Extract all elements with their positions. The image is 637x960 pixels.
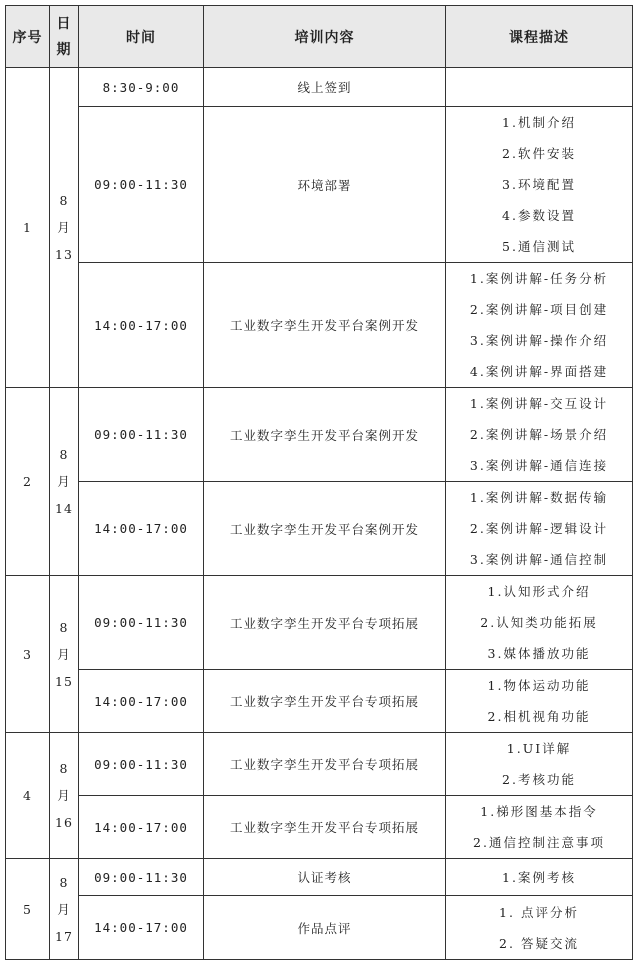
description-line: 3.案例讲解-通信连接 xyxy=(469,458,609,473)
session-description xyxy=(446,796,633,859)
session-content: 工业数字孪生开发平台案例开发 xyxy=(204,263,446,388)
description-line: 5.通信测试 xyxy=(502,239,576,254)
session-time: 09:00-11:30 xyxy=(79,859,204,896)
session-content: 线上签到 xyxy=(204,68,446,107)
header-content: 培训内容 xyxy=(204,6,446,68)
table-row xyxy=(6,263,633,388)
description-line: 1.案例考核 xyxy=(502,869,576,885)
description-line: 1.机制介绍 xyxy=(502,115,576,130)
description-line: 2.认知类功能拓展 xyxy=(480,615,598,630)
day-index: 3 xyxy=(6,576,50,733)
session-time: 14:00-17:00 xyxy=(79,263,204,388)
date-month: 8 xyxy=(59,193,69,208)
description-line: 1.梯形图基本指令 xyxy=(480,804,598,819)
session-description xyxy=(446,576,633,670)
date-char: 月 xyxy=(57,474,71,489)
table-row xyxy=(6,896,633,960)
day-index: 5 xyxy=(6,859,50,960)
date-day: 16 xyxy=(55,815,73,830)
header-time: 时间 xyxy=(79,6,204,68)
description-line: 2.考核功能 xyxy=(502,772,576,787)
header-date-line1: 日 xyxy=(56,15,72,32)
session-description xyxy=(446,263,633,388)
session-content: 工业数字孪生开发平台案例开发 xyxy=(204,482,446,576)
description-line: 3.案例讲解-操作介绍 xyxy=(469,333,609,348)
session-time: 09:00-11:30 xyxy=(79,388,204,482)
session-description xyxy=(446,68,633,107)
date-day: 15 xyxy=(55,673,73,689)
session-description xyxy=(446,733,633,796)
session-time: 14:00-17:00 xyxy=(79,796,204,859)
description-line: 1.UI详解 xyxy=(506,741,572,756)
description-line: 4.案例讲解-界面搭建 xyxy=(469,364,609,379)
session-description xyxy=(446,896,633,960)
date-day: 14 xyxy=(55,501,73,516)
session-description xyxy=(446,670,633,733)
table-row xyxy=(6,388,633,482)
description-line: 2.相机视角功能 xyxy=(487,709,591,724)
day-date xyxy=(50,68,79,388)
session-description xyxy=(446,482,633,576)
date-day: 13 xyxy=(55,247,73,262)
day-date xyxy=(50,733,79,859)
description-line: 3.案例讲解-通信控制 xyxy=(469,552,609,567)
session-time: 09:00-11:30 xyxy=(79,576,204,670)
table-row xyxy=(6,796,633,859)
session-content: 认证考核 xyxy=(204,859,446,896)
description-line: 1.认知形式介绍 xyxy=(487,584,591,599)
session-content: 工业数字孪生开发平台专项拓展 xyxy=(204,733,446,796)
training-schedule-table xyxy=(5,5,633,960)
description-line: 4.参数设置 xyxy=(502,208,576,223)
description-line: 1.案例讲解-数据传输 xyxy=(469,490,609,505)
session-content: 作品点评 xyxy=(204,896,446,960)
date-month: 8 xyxy=(59,619,69,635)
session-content: 工业数字孪生开发平台案例开发 xyxy=(204,388,446,482)
day-index: 4 xyxy=(6,733,50,859)
table-row xyxy=(6,859,633,896)
date-char: 月 xyxy=(57,220,71,235)
description-line: 3.环境配置 xyxy=(502,177,576,192)
description-line: 3.媒体播放功能 xyxy=(487,646,591,661)
day-date xyxy=(50,576,79,733)
description-line: 1.案例讲解-任务分析 xyxy=(469,271,609,286)
date-char: 月 xyxy=(57,901,71,917)
header-date xyxy=(50,6,79,68)
date-char: 月 xyxy=(57,646,71,662)
session-time: 14:00-17:00 xyxy=(79,670,204,733)
day-date xyxy=(50,859,79,960)
description-line: 2.通信控制注意事项 xyxy=(473,835,605,850)
day-index: 2 xyxy=(6,388,50,576)
session-description xyxy=(446,107,633,263)
description-line: 2.案例讲解-项目创建 xyxy=(469,302,609,317)
description-line: 2.案例讲解-场景介绍 xyxy=(469,427,609,442)
table-row xyxy=(6,670,633,733)
session-content: 工业数字孪生开发平台专项拓展 xyxy=(204,576,446,670)
session-description xyxy=(446,388,633,482)
session-time: 14:00-17:00 xyxy=(79,896,204,960)
session-time: 14:00-17:00 xyxy=(79,482,204,576)
header-index: 序号 xyxy=(6,6,50,68)
date-month: 8 xyxy=(59,761,69,776)
description-line: 2.案例讲解-逻辑设计 xyxy=(469,521,609,536)
description-line: 1. 点评分析 xyxy=(499,904,579,920)
session-time: 09:00-11:30 xyxy=(79,733,204,796)
table-row xyxy=(6,733,633,796)
session-time: 09:00-11:30 xyxy=(79,107,204,263)
day-date xyxy=(50,388,79,576)
header-date-line2: 期 xyxy=(56,41,72,58)
date-month: 8 xyxy=(59,874,69,890)
session-time: 8:30-9:00 xyxy=(79,68,204,107)
date-char: 月 xyxy=(57,788,71,803)
table-row xyxy=(6,482,633,576)
description-line: 1.案例讲解-交互设计 xyxy=(469,396,609,411)
description-line: 2.软件安装 xyxy=(502,146,576,161)
day-index: 1 xyxy=(6,68,50,388)
session-content: 工业数字孪生开发平台专项拓展 xyxy=(204,670,446,733)
session-description xyxy=(446,859,633,896)
table-row xyxy=(6,68,633,107)
table-row xyxy=(6,576,633,670)
table-row xyxy=(6,107,633,263)
description-line: 1.物体运动功能 xyxy=(487,678,591,693)
date-day: 17 xyxy=(55,928,73,944)
session-content: 工业数字孪生开发平台专项拓展 xyxy=(204,796,446,859)
header-row xyxy=(6,6,633,68)
description-line: 2. 答疑交流 xyxy=(499,935,579,951)
header-description: 课程描述 xyxy=(446,6,633,68)
date-month: 8 xyxy=(59,447,69,462)
session-content: 环境部署 xyxy=(204,107,446,263)
